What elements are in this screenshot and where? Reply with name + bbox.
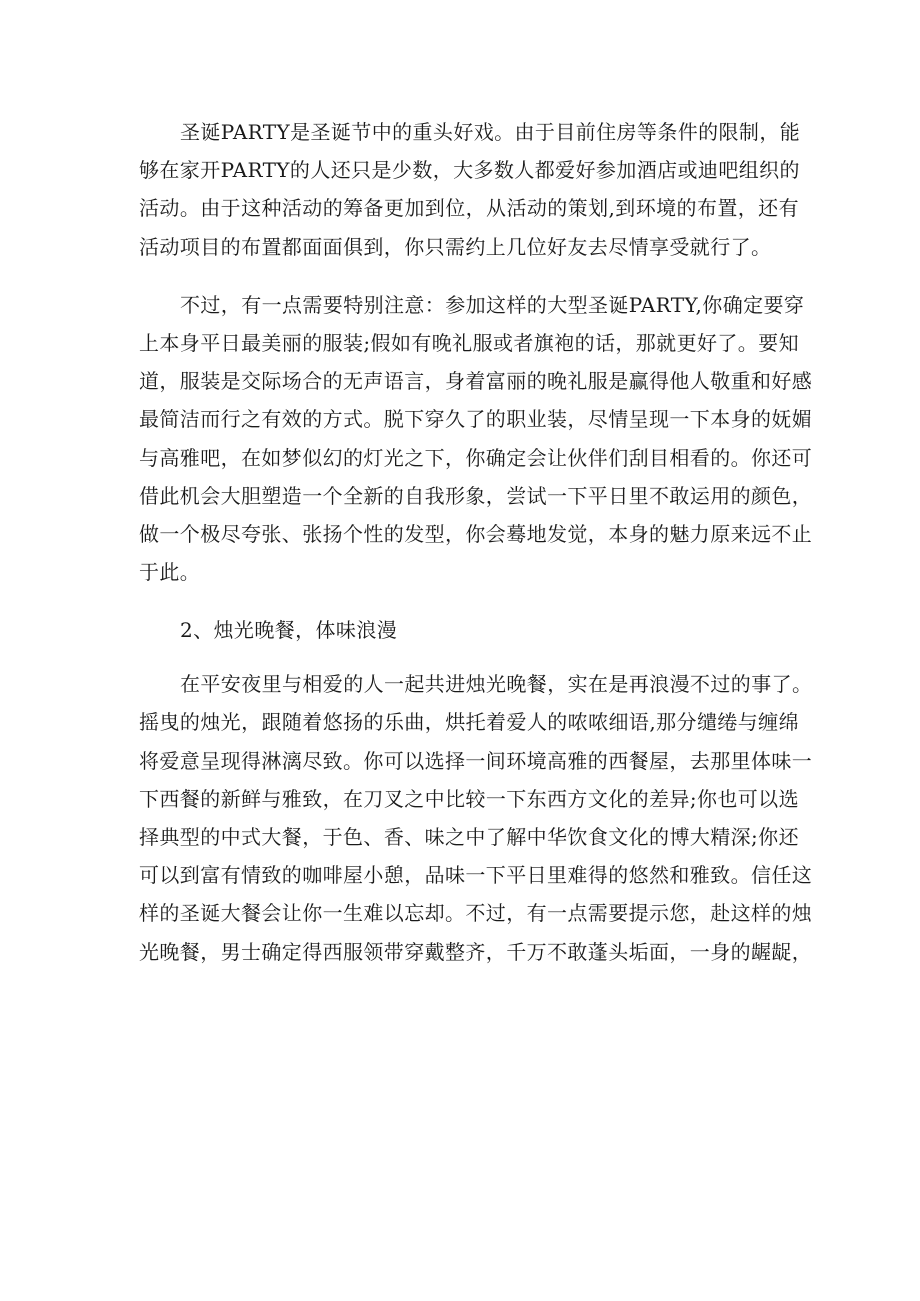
paragraph-spacer (139, 649, 799, 665)
line-text: 光晚餐，男士确定得西服领带穿戴整齐，千万不敢蓬头垢面，一身的龌龊， (139, 939, 813, 964)
line-text: 道，服装是交际场合的无声语言，身着富丽的晚礼服是赢得他人敬重和好感 (139, 369, 813, 394)
paragraph-line: 活动项目的布置都面面俱到，你只需约上几位好友去尽情享受就行了。 (139, 234, 772, 259)
document-body (139, 113, 813, 971)
line-text: 借此机会大胆塑造一个全新的自我形象，尝试一下平日里不敢运用的颜色， (139, 483, 813, 508)
line-text: 与高雅吧，在如梦似幻的灯光之下，你确定会让伙伴们刮目相看的。你还可 (139, 445, 813, 470)
paragraph-line (139, 113, 799, 151)
line-text: 可以到富有情致的咖啡屋小憩，品味一下平日里难得的悠然和雅致。信任这 (139, 863, 813, 888)
section-heading: 2、烛光晚餐，体味浪漫 (180, 618, 398, 643)
paragraph-line (139, 286, 805, 324)
line-text: 样的圣诞大餐会让你一生难以忘却。不过，有一点需要提示您，赴这样的烛 (139, 901, 813, 926)
paragraph-spacer (139, 591, 799, 611)
paragraph-spacer (139, 266, 799, 286)
line-text: 上本身平日最美丽的服装;假如有晚礼服或者旗袍的话，那就更好了。要知 (139, 330, 799, 355)
paragraph-line: 于此。 (139, 560, 201, 585)
line-text: 在平安夜里与相爱的人一起共进烛光晚餐，实在是再浪漫不过的事了。 (180, 672, 813, 697)
line-text: 最简洁而行之有效的方式。脱下穿久了的职业装，尽情呈现一下本身的妩媚 (139, 407, 813, 432)
paragraph-line (139, 400, 813, 438)
line-text: 下西餐的新鲜与雅致，在刀叉之中比较一下东西方文化的差异;你也可以选 (139, 786, 799, 811)
paragraph-line (139, 189, 799, 227)
paragraph-christmas-party (139, 113, 799, 266)
paragraph-line (139, 515, 813, 553)
line-text: 够在家开PARTY的人还只是少数，大多数人都爱好参加酒店或迪吧组织的 (139, 158, 800, 183)
line-text: 择典型的中式大餐，于色、香、味之中了解中华饮食文化的博大精深;你还 (139, 825, 799, 849)
paragraph-line (139, 324, 799, 362)
paragraph-line (139, 742, 813, 780)
paragraph-party-attire (139, 286, 813, 592)
line-text: 摇曳的烛光，跟随着悠扬的乐曲，烘托着爱人的哝哝细语,那分缱绻与缠绵 (139, 710, 799, 735)
paragraph-line (139, 780, 799, 818)
line-text: 圣诞PARTY是圣诞节中的重头好戏。由于目前住房等条件的限制，能 (180, 120, 801, 144)
line-text: 将爱意呈现得淋漓尽致。你可以选择一间环境高雅的西餐屋，去那里体味一 (139, 748, 813, 773)
paragraph-line (139, 856, 813, 894)
paragraph-line (139, 818, 799, 856)
line-text: 做一个极尽夸张、张扬个性的发型，你会蓦地发觉，本身的魅力原来远不止 (139, 521, 813, 546)
paragraph-line (139, 362, 813, 400)
line-text: 活动。由于这种活动的筹备更加到位，从活动的策划,到环境的布置，还有 (139, 196, 799, 221)
paragraph-line (139, 933, 813, 971)
paragraph-candlelight-dinner (139, 665, 813, 971)
paragraph-line (139, 894, 813, 932)
paragraph-line (139, 151, 799, 189)
paragraph-line (139, 439, 813, 477)
line-text: 不过，有一点需要特别注意：参加这样的大型圣诞PARTY,你确定要穿 (180, 292, 805, 317)
paragraph-line (139, 665, 813, 703)
paragraph-line (139, 477, 813, 515)
paragraph-line (139, 703, 799, 741)
